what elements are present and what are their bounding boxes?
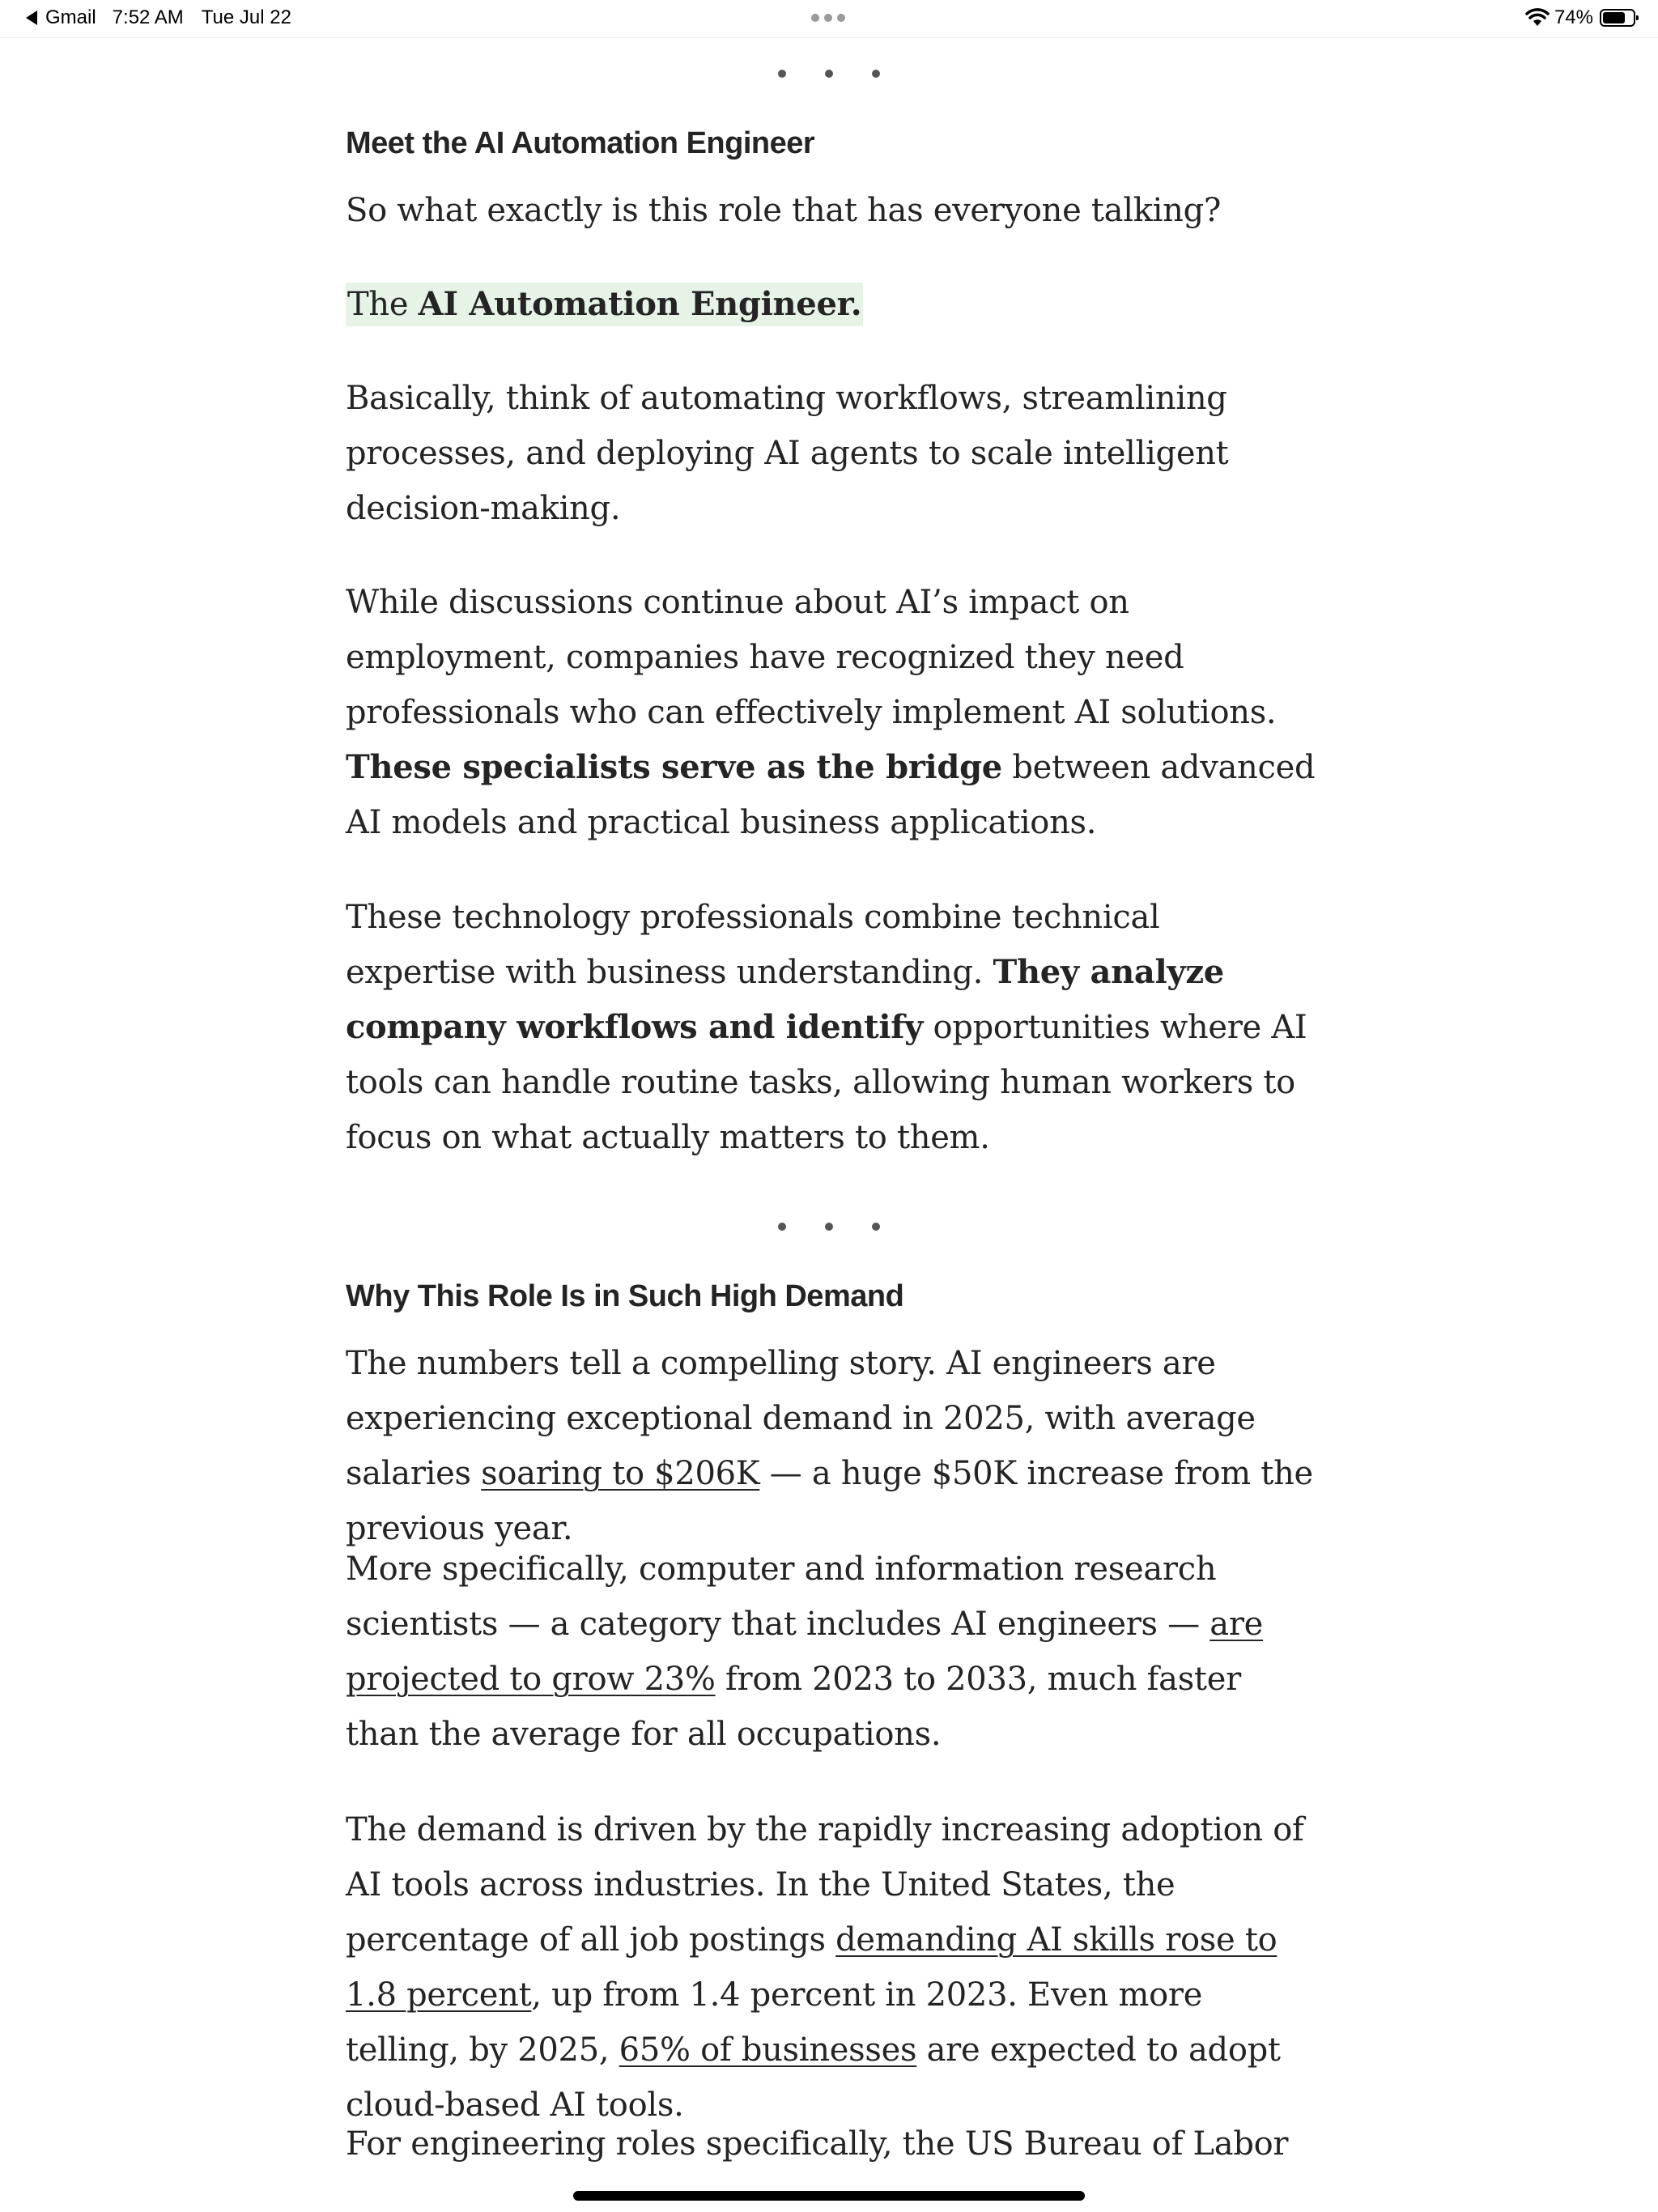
link-projected-growth[interactable]: are projected to grow 23% — [346, 1606, 1264, 1698]
paragraph-numbers: The numbers tell a compelling story. AI engineers are experiencing exceptional demand in 2025, with average salaries soaring to $206K — a huge $50K increase from the previous year. — [346, 1345, 1313, 1547]
paragraph-highlight — [346, 277, 1317, 332]
battery-percentage: 74% — [1554, 6, 1593, 28]
section-heading-high-demand: Why This Role Is in Such High Demand — [346, 1279, 904, 1313]
wifi-icon — [1525, 8, 1550, 28]
back-to-app-link[interactable]: Gmail — [45, 6, 96, 28]
paragraph-definition: Basically, think of automating workflows, streamlining processes, and deploying AI agents to scale intelligent decision-making. — [346, 380, 1229, 527]
back-arrow-icon[interactable] — [26, 11, 37, 25]
paragraph-adoption: The demand is driven by the rapidly increasing adoption of AI tools across industries. In the United States, the percentage of all job postings demanding AI skills rose to 1.8 percent, up from 1.4 percent in 2023. Even more telling, by 2025, 65% of businesses are expected to adopt cloud-based AI tools. — [346, 1811, 1304, 2124]
home-indicator[interactable] — [573, 2191, 1085, 2201]
section-heading-ai-automation-engineer: Meet the AI Automation Engineer — [346, 126, 815, 160]
status-time: 7:52 AM — [112, 6, 184, 28]
link-salaries[interactable]: soaring to $206K — [481, 1455, 760, 1492]
section-separator — [778, 70, 880, 78]
paragraph-professionals: These technology professionals combine technical expertise with business understanding. They analyze company workflows and identify opportunities where AI tools can handle routine tasks, allowing human workers to focus on what actually matters to them. — [346, 899, 1307, 1156]
status-date: Tue Jul 22 — [201, 6, 291, 28]
multitasking-menu-icon[interactable] — [811, 14, 845, 22]
paragraph-intro: So what exactly is this role that has everyone talking? — [346, 192, 1222, 229]
link-businesses[interactable]: 65% of businesses — [619, 2031, 917, 2069]
section-separator — [778, 1223, 880, 1231]
status-left — [26, 6, 291, 29]
battery-icon — [1600, 9, 1635, 27]
paragraph-employment: While discussions continue about AI’s impact on employment, companies have recognized they need professionals who can effectively implement AI solutions. These specialists serve as the bridge between advanced AI models and practical business applications. — [346, 584, 1316, 841]
link-ai-skills[interactable]: demanding AI skills rose to 1.8 percent — [346, 1921, 1278, 2014]
paragraph-growth: More specifically, computer and information research scientists — a category that includes AI engineers — are projected to grow 23% from 2023 to 2033, much faster than the average for all occupations. — [346, 1551, 1264, 1753]
paragraph-engineering-roles: For engineering roles specifically, the US Bureau of Labor — [346, 2125, 1289, 2163]
highlighted-text[interactable]: The AI Automation Engineer. — [346, 283, 863, 326]
status-right — [1525, 6, 1635, 29]
status-bar — [0, 0, 1658, 38]
